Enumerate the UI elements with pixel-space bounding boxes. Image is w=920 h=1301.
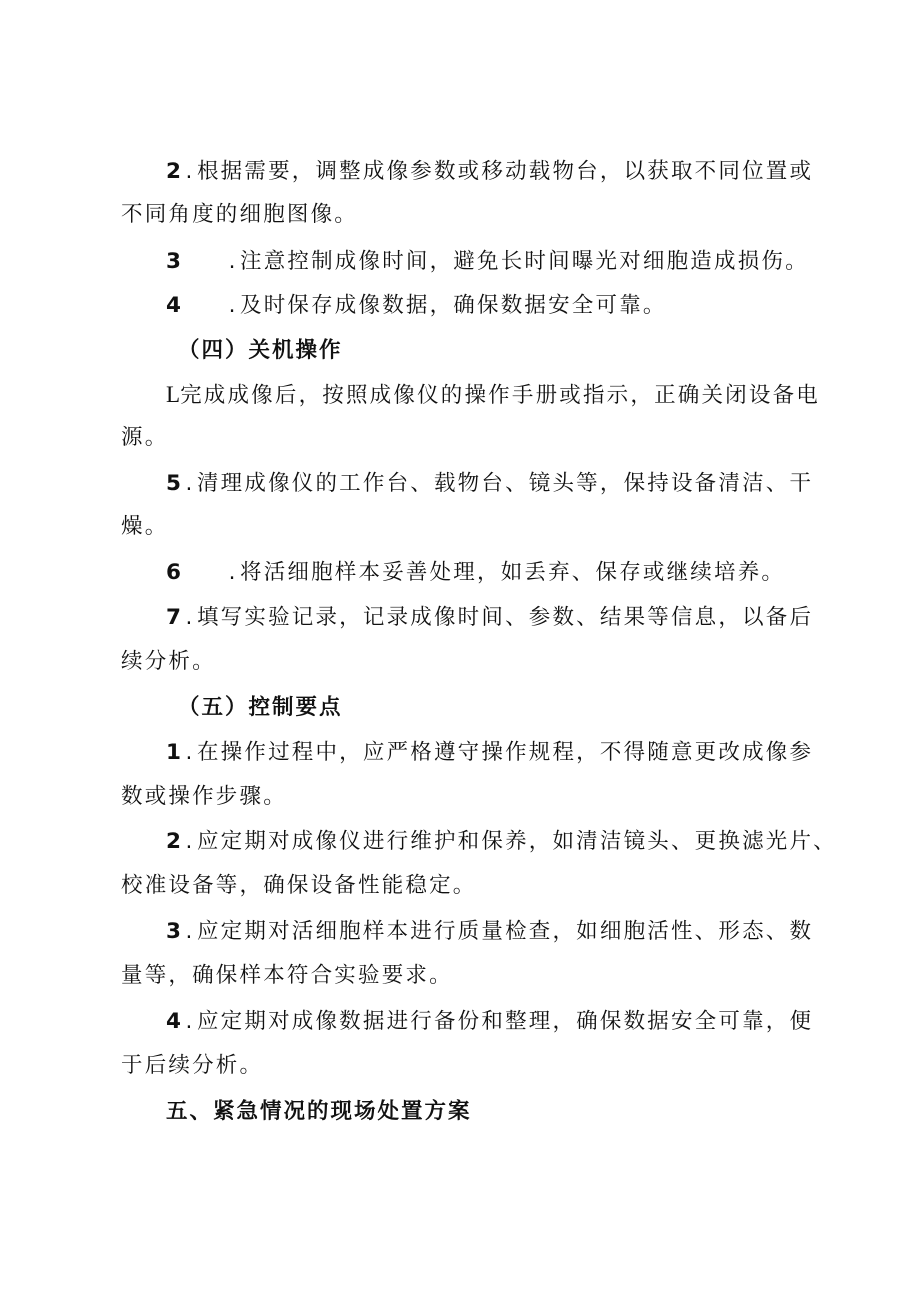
paragraph-4-line1 bbox=[166, 291, 667, 321]
item-number: 3 bbox=[166, 249, 181, 274]
paragraph-text: 应定期对成像仪进行维护和保养，如清洁镜头、更换滤光片、 bbox=[196, 829, 837, 854]
paragraph-text: 注意控制成像时间，避免长时间曝光对细胞造成损伤。 bbox=[240, 249, 809, 274]
paragraph-3-line1 bbox=[166, 247, 809, 277]
item-dot: . bbox=[185, 1009, 193, 1034]
paragraph-6-line1 bbox=[166, 558, 785, 588]
paragraph-text: 应定期对活细胞样本进行质量检查，如细胞活性、形态、数 bbox=[196, 919, 814, 944]
subsection-heading-4: （四）关机操作 bbox=[178, 338, 343, 363]
paragraph-text: 填写实验记录，记录成像时间、参数、结果等信息，以备后 bbox=[196, 605, 814, 630]
paragraph-c2-line1 bbox=[166, 827, 837, 857]
paragraph-c4-line1 bbox=[166, 1007, 813, 1037]
paragraph-L-line2: 源。 bbox=[121, 425, 169, 450]
paragraph-7-line1 bbox=[166, 603, 813, 633]
item-number: 1 bbox=[166, 740, 181, 765]
item-dot: . bbox=[228, 560, 236, 585]
item-number: 4 bbox=[166, 293, 181, 318]
paragraph-L-line1 bbox=[166, 380, 820, 411]
paragraph-2-line2: 不同角度的细胞图像。 bbox=[121, 202, 359, 227]
item-dot: . bbox=[185, 740, 193, 765]
item-dot: . bbox=[185, 159, 193, 184]
paragraph-5-line2: 燥。 bbox=[121, 514, 169, 539]
section-heading-5: 五、紧急情况的现场处置方案 bbox=[166, 1099, 472, 1124]
item-number: 2 bbox=[166, 829, 181, 854]
paragraph-c1-line1 bbox=[166, 738, 813, 768]
item-dot: . bbox=[185, 605, 193, 630]
item-number: 2 bbox=[166, 159, 181, 184]
item-dot: . bbox=[228, 293, 236, 318]
item-dot: . bbox=[228, 249, 236, 274]
item-number: 6 bbox=[166, 560, 181, 585]
item-dot: . bbox=[185, 829, 193, 854]
paragraph-5-line1 bbox=[166, 469, 813, 499]
item-number: 4 bbox=[166, 1009, 181, 1034]
item-dot: . bbox=[185, 471, 193, 496]
subsection-heading-5: （五）控制要点 bbox=[178, 695, 343, 720]
paragraph-c1-line2: 数或操作步骤。 bbox=[121, 784, 287, 809]
paragraph-c4-line2: 于后续分析。 bbox=[121, 1053, 264, 1078]
paragraph-text: 清理成像仪的工作台、载物台、镜头等，保持设备清洁、干 bbox=[196, 471, 814, 496]
item-dot: . bbox=[185, 919, 193, 944]
paragraph-text: 及时保存成像数据，确保数据安全可靠。 bbox=[240, 293, 667, 318]
paragraph-c3-line2: 量等，确保样本符合实验要求。 bbox=[121, 963, 453, 988]
item-lead-letter: L bbox=[166, 382, 181, 407]
paragraph-text: 应定期对成像数据进行备份和整理，确保数据安全可靠，便 bbox=[196, 1009, 814, 1034]
paragraph-text: 在操作过程中，应严格遵守操作规程，不得随意更改成像参 bbox=[196, 740, 814, 765]
paragraph-c2-line2: 校准设备等，确保设备性能稳定。 bbox=[121, 873, 477, 898]
paragraph-text: 完成成像后，按照成像仪的操作手册或指示，正确关闭设备电 bbox=[180, 383, 820, 408]
paragraph-text: 根据需要，调整成像参数或移动载物台，以获取不同位置或 bbox=[196, 159, 814, 184]
paragraph-c3-line1 bbox=[166, 917, 813, 947]
item-number: 7 bbox=[166, 605, 181, 630]
item-number: 3 bbox=[166, 919, 181, 944]
paragraph-2-line1 bbox=[166, 157, 813, 187]
item-number: 5 bbox=[166, 471, 181, 496]
paragraph-text: 将活细胞样本妥善处理，如丢弃、保存或继续培养。 bbox=[240, 560, 786, 585]
paragraph-7-line2: 续分析。 bbox=[121, 649, 216, 674]
